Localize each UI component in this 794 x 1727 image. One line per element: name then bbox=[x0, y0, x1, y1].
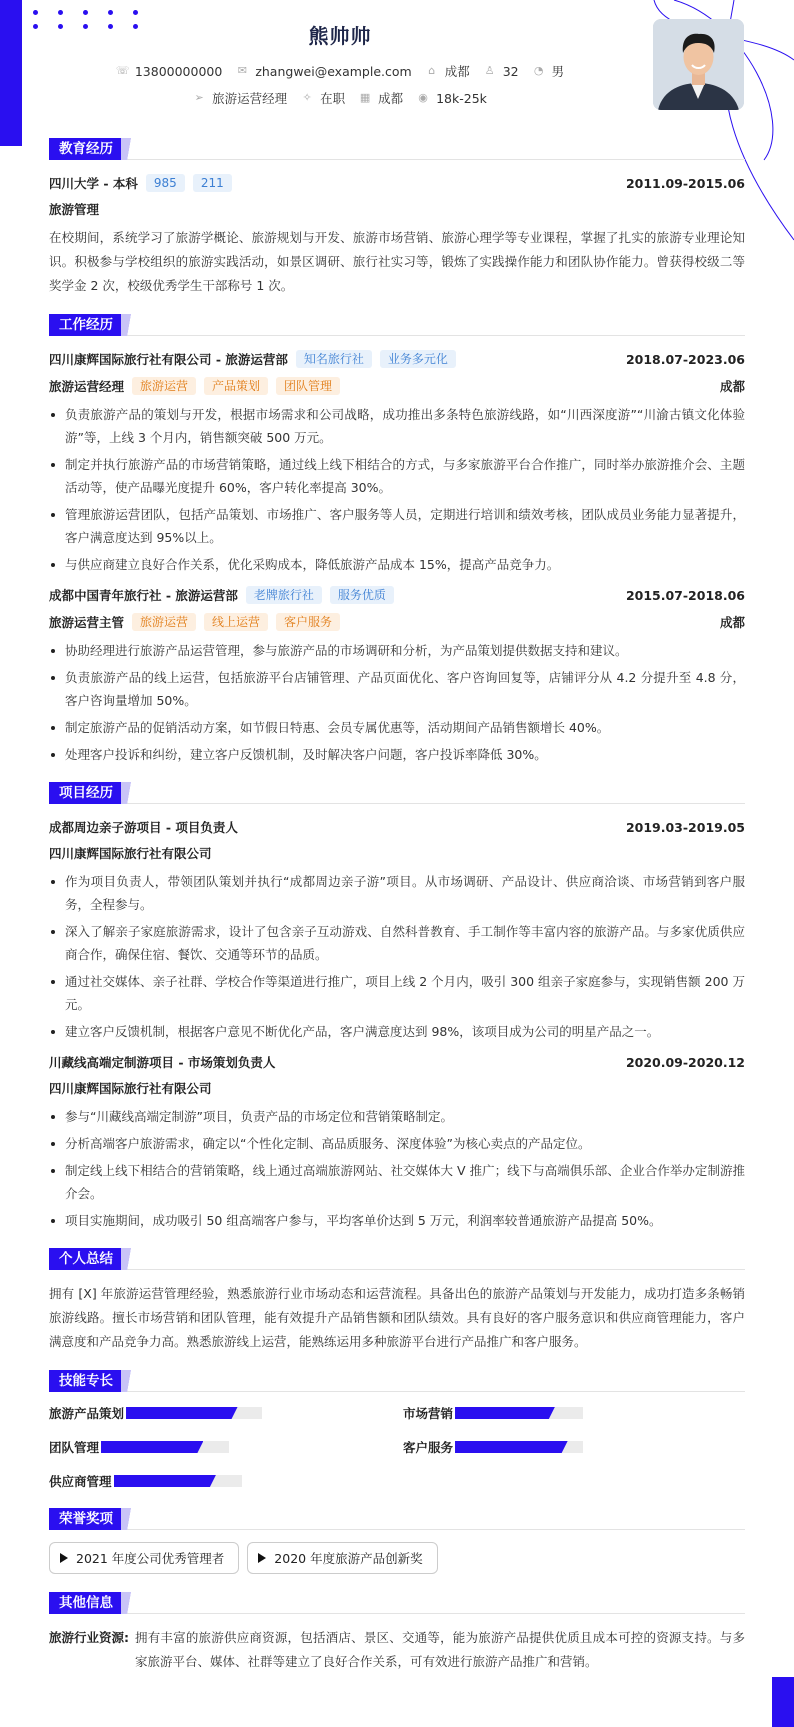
list-item: 制定线上线下相结合的营销策略，线上通过高端旅游网站、社交媒体大 V 推广；线下与高端俱乐部、企业合作举办定制游推介会。 bbox=[49, 1159, 745, 1205]
work-item bbox=[49, 584, 745, 766]
education-date: 2011.09-2015.06 bbox=[625, 175, 745, 191]
list-item: 与供应商建立良好合作关系，优化采购成本，降低旅游产品成本 15%，提高产品竞争力。 bbox=[49, 553, 745, 576]
major: 旅游管理 bbox=[49, 202, 100, 217]
other-section bbox=[49, 1590, 745, 1674]
salary: 18k-25k bbox=[436, 90, 487, 106]
skill-bar-fill bbox=[126, 1407, 238, 1419]
send-icon: ➢ bbox=[194, 91, 204, 104]
work-company: 四川康辉国际旅行社有限公司 - 旅游运营部 bbox=[49, 352, 288, 367]
list-item: 项目实施期间，成功吸引 50 组高端客户参与，平均客单价达到 5 万元，利润率较普通旅游产品提高 50%。 bbox=[49, 1209, 745, 1232]
school-tag: 985 bbox=[146, 174, 185, 192]
summary-heading: 个人总结 bbox=[49, 1248, 123, 1270]
list-item: 分析高端客户旅游需求，确定以“个性化定制、高品质服务、深度体验”为核心卖点的产品定位。 bbox=[49, 1132, 745, 1155]
skill-item bbox=[49, 1404, 403, 1422]
awards-section bbox=[49, 1506, 745, 1574]
list-item: 协助经理进行旅游产品运营管理，参与旅游产品的市场调研和分析，为产品策划提供数据支持和建议。 bbox=[49, 639, 745, 662]
company-tag: 知名旅行社 bbox=[296, 350, 372, 368]
work-company: 成都中国青年旅行社 - 旅游运营部 bbox=[49, 588, 238, 603]
skill-bar-fill bbox=[455, 1407, 555, 1419]
work-date: 2015.07-2018.06 bbox=[625, 587, 745, 603]
project-item bbox=[49, 816, 745, 1043]
building-icon: ▦ bbox=[359, 91, 371, 104]
award-item bbox=[49, 1542, 239, 1574]
skill-bar bbox=[455, 1407, 583, 1419]
job-intent-row bbox=[0, 89, 680, 107]
skills-section bbox=[49, 1368, 745, 1490]
salary-icon: ◉ bbox=[418, 91, 428, 104]
project-heading: 项目经历 bbox=[49, 782, 123, 804]
list-item: 通过社交媒体、亲子社群、学校合作等渠道进行推广，项目上线 2 个月内，吸引 300 组亲子家庭参与，实现销售额 200 万元。 bbox=[49, 970, 745, 1016]
list-item: 负责旅游产品的线上运营，包括旅游平台店铺管理、产品页面优化、客户咨询回复等，店铺评分从 4.2 分提升至 4.8 分，客户咨询量增加 50%。 bbox=[49, 666, 745, 712]
other-value: 拥有丰富的旅游供应商资源，包括酒店、景区、交通等，能为旅游产品提供优质且成本可控的资源支持。与多家旅游平台、媒体、社群等建立了良好合作关系，可有效进行旅游产品推广和营销。 bbox=[135, 1630, 745, 1669]
skill-tag: 线上运营 bbox=[204, 613, 268, 631]
project-date: 2020.09-2020.12 bbox=[625, 1054, 745, 1070]
work-date: 2018.07-2023.06 bbox=[625, 351, 745, 367]
job-status: 在职 bbox=[320, 91, 346, 106]
main-content bbox=[49, 136, 745, 1674]
awards-heading: 荣誉奖项 bbox=[49, 1508, 123, 1530]
work-heading: 工作经历 bbox=[49, 314, 123, 336]
project-item bbox=[49, 1051, 745, 1232]
phone-icon: ☏ bbox=[115, 64, 130, 77]
job-title: 旅游运营经理 bbox=[212, 91, 288, 106]
skill-bar bbox=[114, 1475, 242, 1487]
work-section bbox=[49, 312, 745, 766]
skills-heading: 技能专长 bbox=[49, 1370, 123, 1392]
candidate-name: 熊帅帅 bbox=[308, 24, 372, 48]
list-item: 制定并执行旅游产品的市场营销策略，通过线上线下相结合的方式，与多家旅游平台合作推广，同时举办旅游推介会、主题活动等，使产品曝光度提升 60%，客户转化率提高 30%。 bbox=[49, 453, 745, 499]
skill-bar-fill bbox=[101, 1441, 203, 1453]
work-position: 旅游运营经理 bbox=[49, 379, 125, 394]
gender: 男 bbox=[551, 64, 565, 79]
phone: 13800000000 bbox=[134, 63, 223, 79]
list-item: 作为项目负责人，带领团队策划并执行“成都周边亲子游”项目。从市场调研、产品设计、供应商洽谈、市场营销到客户服务，全程参与。 bbox=[49, 870, 745, 916]
skill-name: 团队管理 bbox=[49, 1440, 100, 1455]
work-location: 成都 bbox=[719, 615, 745, 630]
other-heading: 其他信息 bbox=[49, 1592, 123, 1614]
education-desc: 在校期间，系统学习了旅游学概论、旅游规划与开发、旅游市场营销、旅游心理学等专业课程，掌握了扎实的旅游专业理论知识。积极参与学校组织的旅游实践活动，如景区调研、旅行社实习等，锻炼了实践操作能力和团队协作能力。曾获得校级二等奖学金 2 次，校级优秀学生干部称号 1 次。 bbox=[49, 230, 745, 293]
age: 32 bbox=[502, 63, 519, 79]
skill-tag: 旅游运营 bbox=[132, 613, 196, 631]
project-section bbox=[49, 780, 745, 1232]
project-title: 成都周边亲子游项目 - 项目负责人 bbox=[49, 820, 238, 835]
age-icon: ♙ bbox=[484, 64, 495, 77]
school: 四川大学 - 本科 bbox=[49, 176, 138, 191]
list-item: 处理客户投诉和纠纷，建立客户反馈机制，及时解决客户问题，客户投诉率降低 30%。 bbox=[49, 743, 745, 766]
award-label: 2020 年度旅游产品创新奖 bbox=[274, 1551, 423, 1566]
mail-icon: ✉ bbox=[237, 64, 247, 77]
skill-name: 客户服务 bbox=[403, 1440, 454, 1455]
skill-bar bbox=[455, 1441, 583, 1453]
play-icon bbox=[60, 1553, 68, 1563]
skill-bar-fill bbox=[114, 1475, 216, 1487]
avatar bbox=[653, 19, 744, 110]
skills-grid bbox=[49, 1404, 745, 1490]
project-date: 2019.03-2019.05 bbox=[625, 819, 745, 835]
list-item: 负责旅游产品的策划与开发，根据市场需求和公司战略，成功推出多条特色旅游线路，如“川西深度游”“川渝古镇文化体验游”等，上线 3 个月内，销售额突破 500 万元。 bbox=[49, 403, 745, 449]
skill-item bbox=[403, 1438, 745, 1456]
list-item: 深入了解亲子家庭旅游需求，设计了包含亲子互动游戏、自然科普教育、手工制作等丰富内容的旅游产品。与多家优质供应商合作，确保住宿、餐饮、交通等环节的品质。 bbox=[49, 920, 745, 966]
email: zhangwei@example.com bbox=[255, 63, 412, 79]
skill-tag: 客户服务 bbox=[276, 613, 340, 631]
list-item: 参与“川藏线高端定制游”项目，负责产品的市场定位和营销策略制定。 bbox=[49, 1105, 745, 1128]
play-icon bbox=[258, 1553, 266, 1563]
project-company: 四川康辉国际旅行社有限公司 bbox=[49, 1081, 212, 1096]
skill-tag: 产品策划 bbox=[204, 377, 268, 395]
education-heading: 教育经历 bbox=[49, 138, 123, 160]
project-title: 川藏线高端定制游项目 - 市场策划负责人 bbox=[49, 1055, 276, 1070]
skill-tag: 旅游运营 bbox=[132, 377, 196, 395]
skill-item bbox=[49, 1472, 403, 1490]
skill-bar bbox=[101, 1441, 229, 1453]
summary-text: 拥有 [X] 年旅游运营管理经验，熟悉旅游行业市场动态和运营流程。具备出色的旅游产品策划与开发能力，成功打造多条畅销旅游线路。擅长市场营销和团队管理，能有效提升产品销售额和团队绩效。具有良好的客户服务意识和供应商管理能力，客户满意度和产品竞争力高。熟悉旅游线上运营，能熟练运用多种旅游平台进行产品推广和客户服务。 bbox=[49, 1286, 745, 1349]
work-item bbox=[49, 348, 745, 576]
expect-city: 成都 bbox=[378, 91, 404, 106]
school-tag: 211 bbox=[193, 174, 232, 192]
company-tag: 老牌旅行社 bbox=[246, 586, 322, 604]
award-item bbox=[247, 1542, 437, 1574]
skill-item bbox=[49, 1438, 403, 1456]
summary-section bbox=[49, 1246, 745, 1354]
list-item: 管理旅游运营团队，包括产品策划、市场推广、客户服务等人员，定期进行培训和绩效考核，团队成员业务能力显著提升，客户满意度达到 95%以上。 bbox=[49, 503, 745, 549]
list-item: 制定旅游产品的促销活动方案，如节假日特惠、会员专属优惠等，活动期间产品销售额增长 40%。 bbox=[49, 716, 745, 739]
project-company: 四川康辉国际旅行社有限公司 bbox=[49, 846, 212, 861]
home-icon: ⌂ bbox=[428, 64, 436, 77]
skill-item bbox=[403, 1404, 745, 1422]
company-tag: 服务优质 bbox=[330, 586, 394, 604]
list-item: 建立客户反馈机制，根据客户意见不断优化产品，客户满意度达到 98%，该项目成为公司的明星产品之一。 bbox=[49, 1020, 745, 1043]
right-accent-bar bbox=[772, 1677, 794, 1727]
education-section bbox=[49, 136, 745, 298]
other-key: 旅游行业资源: bbox=[49, 1630, 129, 1645]
skill-bar-fill bbox=[455, 1441, 568, 1453]
skill-bar bbox=[126, 1407, 262, 1419]
award-label: 2021 年度公司优秀管理者 bbox=[76, 1551, 225, 1566]
contact-row bbox=[0, 62, 680, 80]
skill-name: 供应商管理 bbox=[49, 1474, 112, 1489]
status-icon: ✧ bbox=[302, 91, 312, 104]
company-tag: 业务多元化 bbox=[380, 350, 456, 368]
work-location: 成都 bbox=[719, 379, 745, 394]
gender-icon: ◔ bbox=[533, 64, 544, 77]
city: 成都 bbox=[444, 64, 470, 79]
skill-tag: 团队管理 bbox=[276, 377, 340, 395]
skill-name: 旅游产品策划 bbox=[49, 1406, 125, 1421]
skill-name: 市场营销 bbox=[403, 1406, 454, 1421]
work-position: 旅游运营主管 bbox=[49, 615, 125, 630]
